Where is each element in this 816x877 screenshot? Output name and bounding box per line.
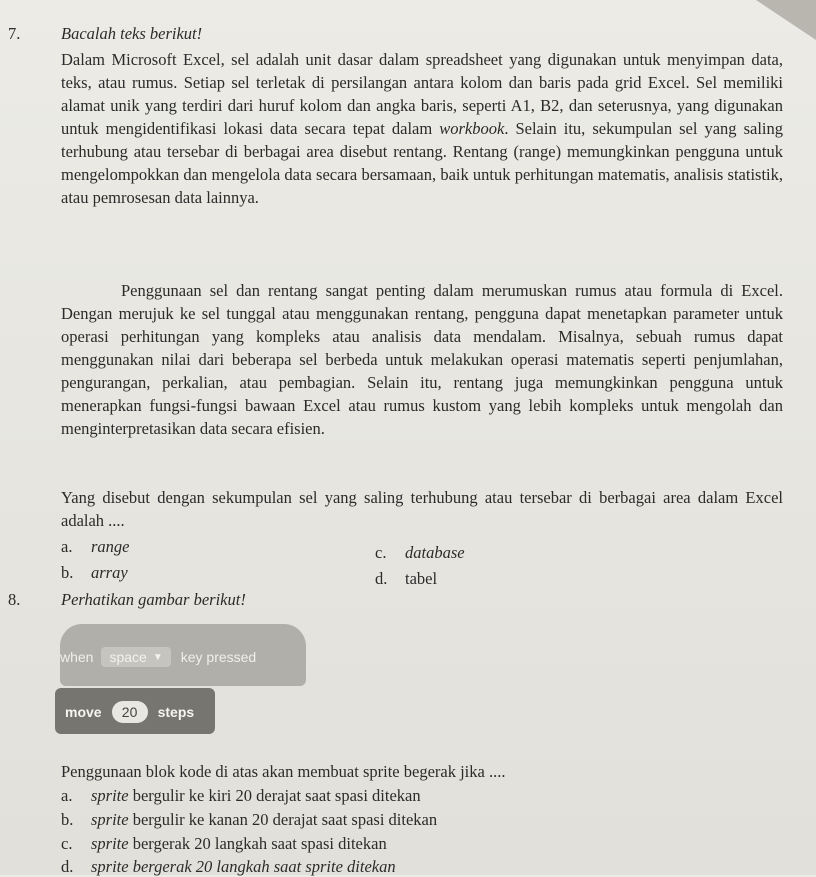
question-7-option-b[interactable]: b. array xyxy=(61,563,128,582)
key-value: space xyxy=(109,649,147,665)
question-7-option-d[interactable]: d. tabel xyxy=(375,569,438,588)
question-8-question: Penggunaan blok kode di atas akan membuat sprite begerak jika .... xyxy=(61,762,506,781)
question-7-title: Bacalah teks berikut! xyxy=(61,24,203,43)
key-pressed-label: key pressed xyxy=(180,649,257,665)
when-key-pressed-row xyxy=(60,647,256,667)
when-label: when xyxy=(60,649,94,665)
question-7-option-c[interactable]: c. database xyxy=(375,543,465,562)
question-8-option-d[interactable]: d. sprite bergerak 20 langkah saat sprite ditekan xyxy=(61,857,396,876)
question-7-question: Yang disebut dengan sekumpulan sel yang saling terhubung atau tersebar di berbagai area dalam Excel adalah .... xyxy=(61,488,783,530)
caret-down-icon: ▼ xyxy=(152,651,163,663)
question-8-option-c[interactable]: c. sprite bergerak 20 langkah saat spasi ditekan xyxy=(61,834,387,853)
move-steps-row xyxy=(65,701,194,723)
question-8-number: 8. xyxy=(8,590,21,609)
key-dropdown[interactable] xyxy=(101,647,170,667)
question-8-option-a[interactable]: a. sprite bergulir ke kiri 20 derajat saat spasi ditekan xyxy=(61,786,421,805)
question-8-title: Perhatikan gambar berikut! xyxy=(61,590,246,609)
page-corner-shadow xyxy=(756,0,816,40)
question-7-option-a[interactable]: a. range xyxy=(61,537,130,556)
steps-input[interactable]: 20 xyxy=(112,701,148,723)
move-label: move xyxy=(65,704,102,720)
question-7-number: 7. xyxy=(8,24,21,43)
question-7-paragraph-2: Penggunaan sel dan rentang sangat penting dalam merumuskan rumus atau formula di Excel. Dengan merujuk ke sel tunggal atau menggunakan rentang, pengguna dapat menetapkan parameter untuk operasi perhitungan yang kompleks atau analisis data mendalam. Misalnya, sebuah rumus dapat menggunakan nilai dari beberapa sel berbeda untuk melakukan operasi matematis seperti penjumlahan, pengurangan, perkalian, atau pembagian. Selain itu, rentang juga memungkinkan pengguna untuk menerapkan fungsi-fungsi bawaan Excel atau rumus kustom yang lebih kompleks untuk mengolah dan menginterpretasikan data secara efisien. xyxy=(61,281,783,438)
question-8-option-b[interactable]: b. sprite bergulir ke kanan 20 derajat saat spasi ditekan xyxy=(61,810,438,829)
steps-label: steps xyxy=(157,704,195,720)
question-7-paragraph-1: Dalam Microsoft Excel, sel adalah unit dasar dalam spreadsheet yang digunakan untuk menyimpan data, teks, atau rumus. Setiap sel terletak di persilangan antara kolom dan baris pada grid Excel. Sel memiliki alamat unik yang terdiri dari huruf kolom dan angka baris, seperti A1, B2, dan seterusnya, yang digunakan untuk mengidentifikasi lokasi data secara tepat dalam workbook. Selain itu, sekumpulan sel yang saling terhubung atau tersebar di berbagai area disebut rentang. Rentang (range) memungkinkan pengguna untuk mengelompokkan dan mengelola data secara bersamaan, baik untuk perhitungan matematis, analisis statistik, atau pemrosesan data lainnya. xyxy=(61,50,783,207)
